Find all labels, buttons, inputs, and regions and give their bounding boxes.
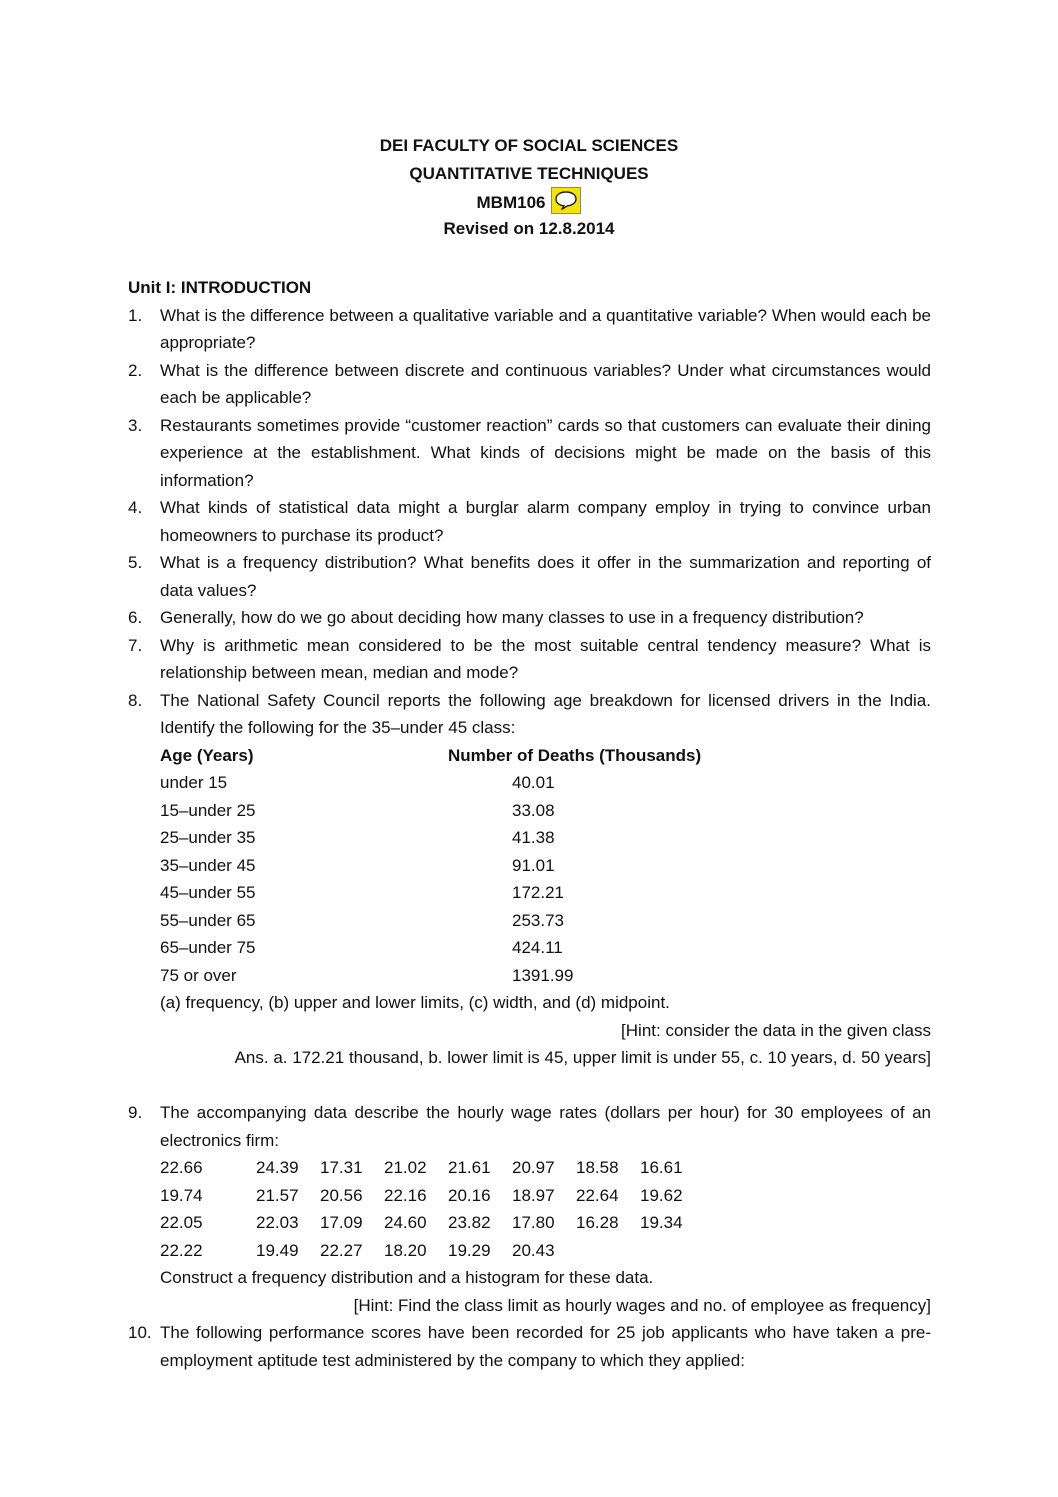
revision-date: Revised on 12.8.2014 — [443, 218, 615, 238]
wage-cell: 20.56 — [320, 1185, 363, 1205]
question-text: What is the difference between discrete and continuous variables? Under what circumstances would each be applicable? — [160, 360, 931, 407]
deaths-cell: 40.01 — [512, 773, 555, 792]
course-title: QUANTITATIVE TECHNIQUES — [409, 163, 649, 183]
wage-cell: 20.97 — [512, 1158, 555, 1177]
question-3 — [128, 412, 931, 495]
wage-cell: 16.61 — [640, 1158, 683, 1177]
deaths-cell: 33.08 — [512, 800, 555, 820]
wage-cell: 23.82 — [448, 1213, 491, 1232]
wage-cell: 16.28 — [576, 1213, 619, 1232]
age-cell: 25–under 35 — [160, 828, 256, 847]
wage-cell: 18.97 — [512, 1185, 555, 1205]
age-cell: 65–under 75 — [160, 938, 256, 957]
wage-cell: 22.05 — [160, 1213, 203, 1232]
wage-cell: 24.39 — [256, 1158, 299, 1177]
age-cell: under 15 — [160, 773, 228, 792]
table-row — [160, 1182, 931, 1210]
table-row — [160, 852, 931, 880]
hint-text: [Hint: Find the class limit as hourly wages and no. of employee as frequency] — [353, 1295, 931, 1315]
wage-cell: 20.16 — [448, 1185, 491, 1205]
wage-cell: 20.43 — [512, 1240, 555, 1260]
wage-cell: 21.61 — [448, 1158, 491, 1177]
wage-cell: 17.80 — [512, 1213, 555, 1232]
deaths-cell: 172.21 — [512, 883, 564, 902]
table-row — [160, 907, 931, 935]
question-text: Why is arithmetic mean considered to be the most suitable central tendency measure? What is relationship between mean, median and mode? — [160, 635, 931, 682]
question-number: 9. — [128, 1103, 143, 1122]
question-number: 6. — [128, 608, 143, 627]
question-text: What kinds of statistical data might a burglar alarm company employ in trying to convince urban homeowners to purchase its product? — [160, 498, 931, 545]
deaths-column-header: Number of Deaths (Thousands) — [448, 745, 702, 765]
question-number: 7. — [128, 635, 143, 655]
questions-content — [128, 274, 931, 1374]
question-8 — [128, 687, 931, 1072]
spacer — [128, 1072, 931, 1100]
question-number: 1. — [128, 305, 143, 325]
course-code: MBM106 — [476, 193, 546, 212]
question-text: Restaurants sometimes provide “customer reaction” cards so that customers can evaluate their dining experience at the establishment. What kinds of decisions might be made on the basis of this information? — [160, 415, 931, 490]
document-header — [0, 132, 1058, 242]
wage-cell: 22.22 — [160, 1240, 203, 1260]
question-text: The National Safety Council reports the following age breakdown for licensed drivers in the India. Identify the following for the 35–under 45 class: — [160, 690, 931, 737]
wage-cell: 19.34 — [640, 1213, 683, 1232]
table-row — [160, 1209, 931, 1237]
wage-cell: 24.60 — [384, 1213, 427, 1232]
question-10 — [128, 1319, 931, 1374]
question-parts: (a) frequency, (b) upper and lower limits, (c) width, and (d) midpoint. — [160, 993, 670, 1012]
question-6 — [128, 604, 931, 632]
speech-bubble-note-icon[interactable] — [551, 187, 581, 214]
age-table-header — [160, 742, 931, 770]
wage-data-table — [160, 1154, 931, 1264]
age-cell: 75 or over — [160, 965, 237, 985]
question-number: 4. — [128, 498, 143, 517]
table-row — [160, 769, 931, 797]
table-row — [160, 962, 931, 990]
table-row — [160, 934, 931, 962]
wage-cell: 21.02 — [384, 1158, 427, 1177]
answer-text: Ans. a. 172.21 thousand, b. lower limit is 45, upper limit is under 55, c. 10 years, d. 50 years] — [234, 1048, 931, 1067]
wage-cell: 22.66 — [160, 1158, 203, 1177]
question-number: 2. — [128, 360, 143, 380]
table-row — [160, 824, 931, 852]
course-code-line — [0, 187, 1058, 215]
wage-cell: 19.29 — [448, 1240, 491, 1260]
unit-title: Unit I: INTRODUCTION — [128, 278, 312, 297]
deaths-cell: 91.01 — [512, 855, 555, 875]
question-number: 8. — [128, 690, 143, 710]
age-column-header: Age (Years) — [160, 745, 254, 765]
question-text: The following performance scores have been recorded for 25 job applicants who have taken a pre-employment aptitude test administered by the company to which they applied: — [160, 1323, 931, 1370]
deaths-cell: 1391.99 — [512, 965, 574, 985]
question-text: What is the difference between a qualitative variable and a quantitative variable? When would each be appropriate? — [160, 305, 931, 352]
question-list — [128, 302, 931, 687]
age-cell: 55–under 65 — [160, 910, 256, 930]
question-text: Generally, how do we go about deciding how many classes to use in a frequency distribution? — [160, 608, 864, 627]
deaths-cell: 424.11 — [512, 938, 563, 957]
table-row — [160, 1237, 931, 1265]
question-number: 10. — [128, 1323, 152, 1342]
question-text: What is a frequency distribution? What benefits does it offer in the summarization and reporting of data values? — [160, 553, 931, 600]
wage-cell: 19.49 — [256, 1240, 299, 1260]
hint-text: [Hint: consider the data in the given class — [621, 1020, 931, 1040]
deaths-cell: 253.73 — [512, 910, 564, 930]
wage-cell: 17.31 — [320, 1158, 363, 1177]
table-row — [160, 879, 931, 907]
question-7 — [128, 632, 931, 687]
wage-cell: 19.74 — [160, 1185, 203, 1205]
age-table-body — [160, 769, 931, 989]
wage-cell: 17.09 — [320, 1213, 363, 1232]
wage-cell: 22.27 — [320, 1240, 363, 1260]
question-text: The accompanying data describe the hourly wage rates (dollars per hour) for 30 employees of an electronics firm: — [160, 1103, 931, 1150]
wage-cell: 22.16 — [384, 1185, 427, 1205]
question-number: 3. — [128, 415, 143, 435]
question-5 — [128, 549, 931, 604]
age-cell: 15–under 25 — [160, 800, 256, 820]
question-1 — [128, 302, 931, 357]
table-row — [160, 797, 931, 825]
question-2 — [128, 357, 931, 412]
question-instruction: Construct a frequency distribution and a histogram for these data. — [160, 1268, 654, 1287]
deaths-cell: 41.38 — [512, 828, 555, 847]
wage-cell: 19.62 — [640, 1185, 683, 1205]
wage-cell: 22.64 — [576, 1185, 619, 1205]
age-cell: 45–under 55 — [160, 883, 256, 902]
wage-cell: 22.03 — [256, 1213, 299, 1232]
table-row — [160, 1154, 931, 1182]
faculty-title: DEI FACULTY OF SOCIAL SCIENCES — [379, 136, 679, 155]
wage-cell: 18.20 — [384, 1240, 427, 1260]
wage-cell: 18.58 — [576, 1158, 619, 1177]
question-4 — [128, 494, 931, 549]
question-number: 5. — [128, 553, 143, 572]
age-cell: 35–under 45 — [160, 855, 256, 875]
wage-cell: 21.57 — [256, 1185, 299, 1205]
question-9 — [128, 1099, 931, 1319]
